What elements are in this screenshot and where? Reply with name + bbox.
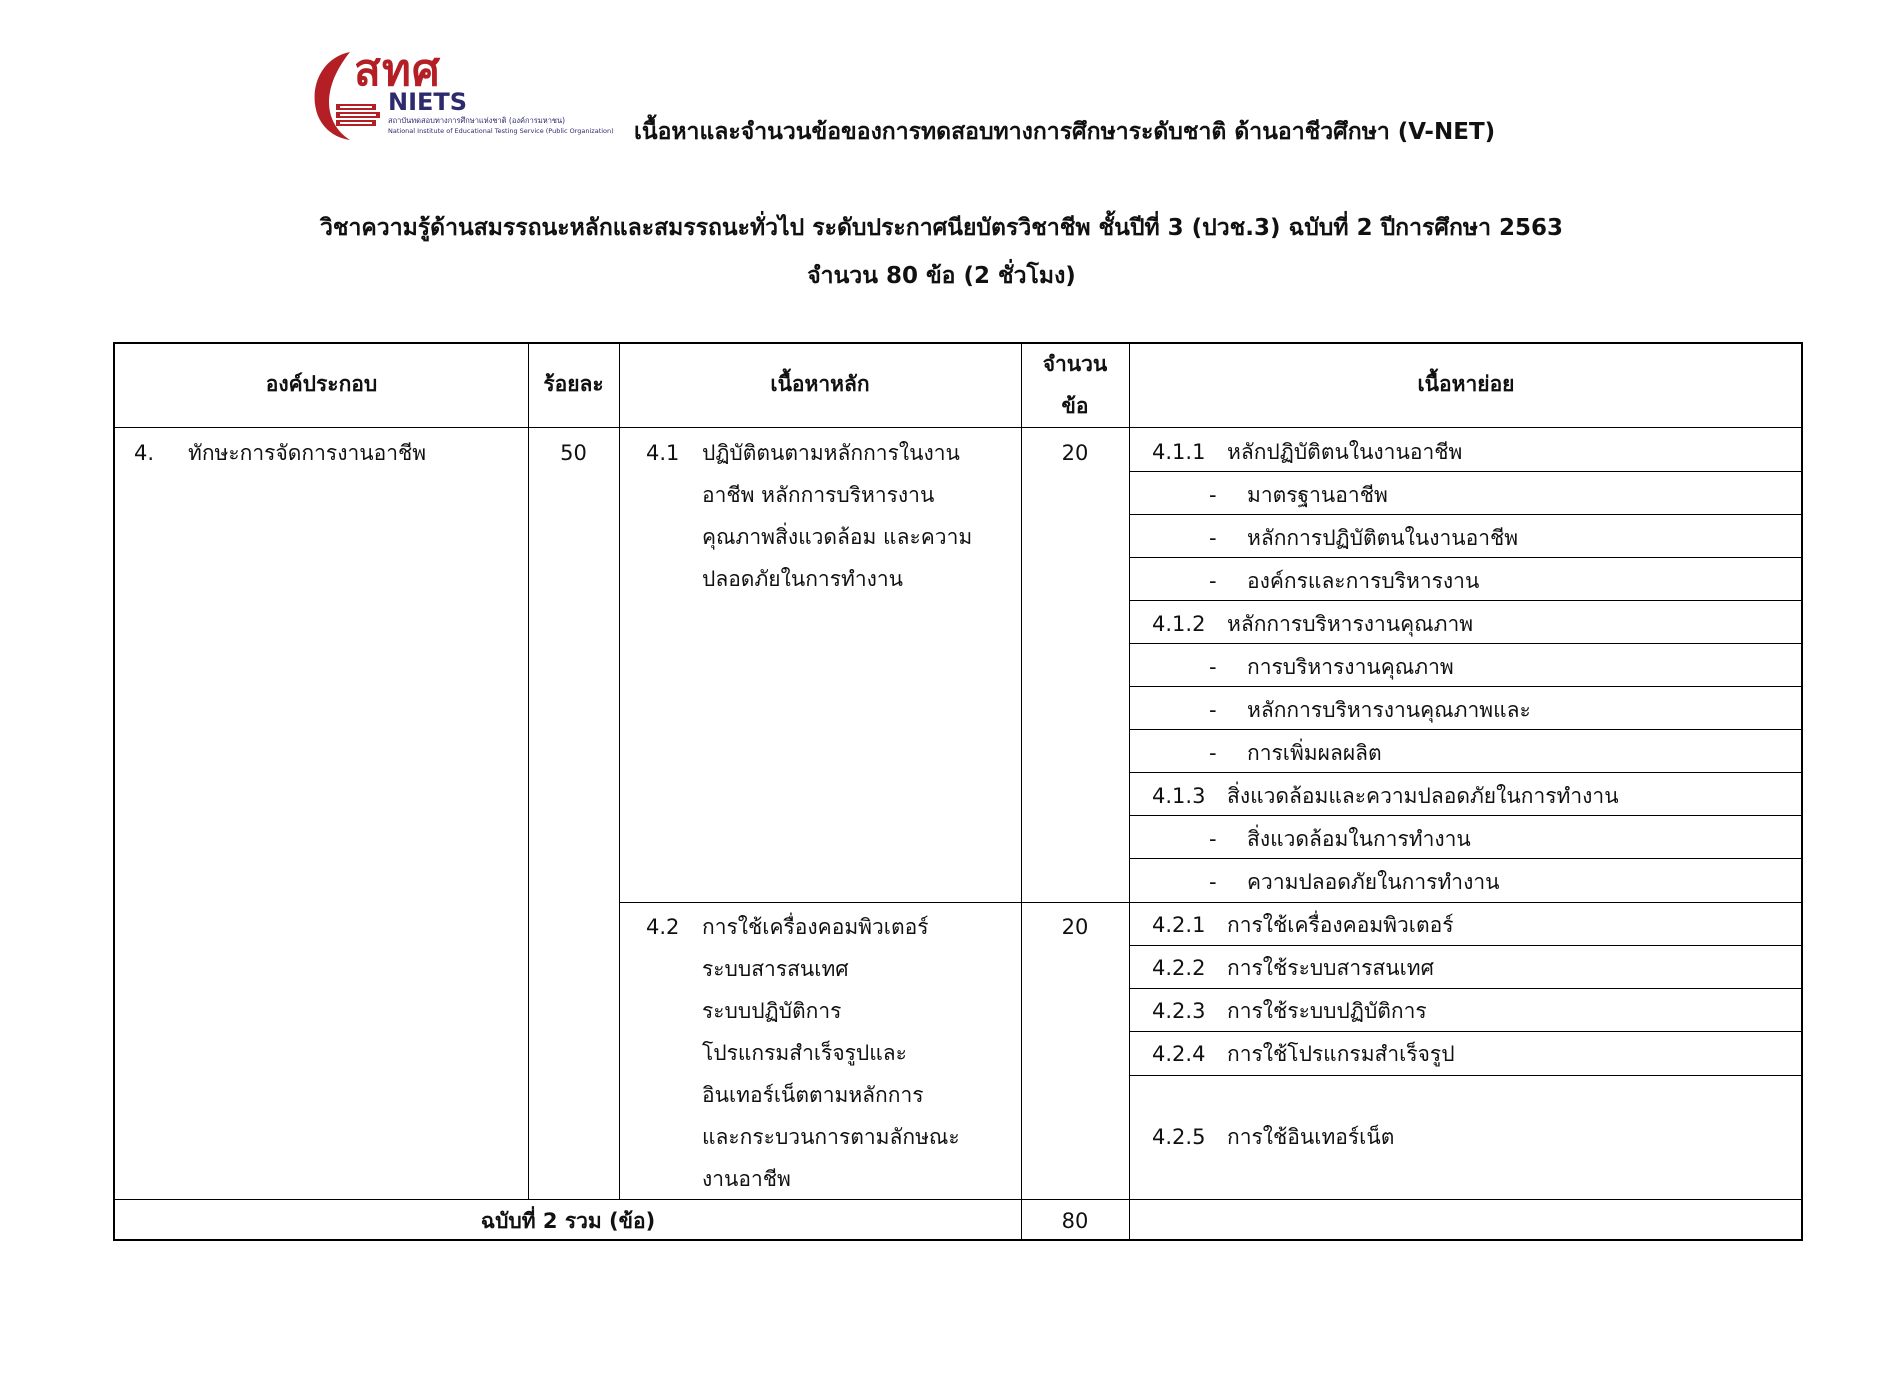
total-label: ฉบับที่ 2 รวม (ข้อ) bbox=[480, 1209, 656, 1233]
niets-logo bbox=[306, 46, 616, 144]
sub-label: มาตรฐานอาชีพ bbox=[1247, 483, 1388, 507]
col-divider bbox=[1129, 342, 1130, 1241]
group-line: และกระบวนการตามลักษณะ bbox=[702, 1125, 960, 1149]
header-count: จำนวน bbox=[1042, 352, 1108, 376]
group-line: คุณภาพสิ่งแวดล้อม และความ bbox=[702, 525, 973, 549]
sub-dash: - bbox=[1209, 827, 1217, 851]
group-line: ระบบปฏิบัติการ bbox=[702, 999, 842, 1023]
row-divider bbox=[1129, 772, 1803, 773]
sub-number: 4.2.5 bbox=[1152, 1125, 1206, 1149]
col-divider bbox=[1021, 342, 1022, 1241]
sub-number: 4.1.2 bbox=[1152, 612, 1206, 636]
group-number: 4.2 bbox=[646, 915, 680, 939]
logo-thai-subtitle: สถาบันทดสอบทางการศึกษาแห่งชาติ (องค์การมหาชน) bbox=[388, 116, 566, 125]
component-number: 4. bbox=[134, 441, 155, 465]
group-line: อินเทอร์เน็ตตามหลักการ bbox=[702, 1083, 924, 1107]
header-sub-content: เนื้อหาย่อย bbox=[1417, 372, 1515, 396]
sub-number: 4.2.4 bbox=[1152, 1042, 1206, 1066]
group-line: งานอาชีพ bbox=[702, 1167, 791, 1191]
header-count-unit: ข้อ bbox=[1061, 394, 1089, 418]
sub-label: การใช้อินเทอร์เน็ต bbox=[1227, 1125, 1395, 1149]
sub-label: การใช้ระบบปฏิบัติการ bbox=[1227, 999, 1427, 1023]
sub-number: 4.2.3 bbox=[1152, 999, 1206, 1023]
sub-dash: - bbox=[1209, 870, 1217, 894]
sub-number: 4.1.3 bbox=[1152, 784, 1206, 808]
row-divider bbox=[1129, 514, 1803, 515]
row-divider bbox=[1129, 1075, 1803, 1076]
col-divider bbox=[619, 342, 620, 1199]
sub-label: ความปลอดภัยในการทำงาน bbox=[1247, 870, 1500, 894]
logo-english-text: NIETS bbox=[388, 88, 468, 116]
sub-label: การใช้เครื่องคอมพิวเตอร์ bbox=[1227, 913, 1454, 937]
group-line: ปฏิบัติตนตามหลักการในงาน bbox=[702, 441, 960, 465]
sub-dash: - bbox=[1209, 526, 1217, 550]
sub-label: การใช้ระบบสารสนเทศ bbox=[1227, 956, 1434, 980]
group-count: 20 bbox=[1061, 441, 1089, 465]
group-line: ปลอดภัยในการทำงาน bbox=[702, 567, 904, 591]
sub-dash: - bbox=[1209, 741, 1217, 765]
group-line: การใช้เครื่องคอมพิวเตอร์ bbox=[702, 915, 929, 939]
sub-label: องค์กรและการบริหารงาน bbox=[1247, 569, 1480, 593]
group-line: ระบบสารสนเทศ bbox=[702, 957, 849, 981]
sub-dash: - bbox=[1209, 569, 1217, 593]
document-title: เนื้อหาและจำนวนข้อของการทดสอบทางการศึกษาระดับชาติ ด้านอาชีวศึกษา (V-NET) bbox=[634, 119, 1496, 145]
logo-thai-text: สทศ bbox=[354, 45, 441, 96]
sub-label: การบริหารงานคุณภาพ bbox=[1247, 655, 1454, 679]
sub-label: หลักการบริหารงานคุณภาพและ bbox=[1247, 698, 1531, 722]
component-percent: 50 bbox=[560, 441, 587, 465]
group-line: อาชีพ หลักการบริหารงาน bbox=[702, 483, 935, 507]
header-component: องค์ประกอบ bbox=[265, 372, 378, 396]
sub-label: หลักการบริหารงานคุณภาพ bbox=[1227, 612, 1474, 636]
sub-label: สิ่งแวดล้อมในการทำงาน bbox=[1247, 827, 1471, 851]
sub-label: สิ่งแวดล้อมและความปลอดภัยในการทำงาน bbox=[1227, 784, 1619, 808]
header-percent: ร้อยละ bbox=[543, 372, 604, 396]
sub-number: 4.2.1 bbox=[1152, 913, 1206, 937]
group-count: 20 bbox=[1061, 915, 1089, 939]
count-line: จำนวน 80 ข้อ (2 ชั่วโมง) bbox=[807, 263, 1076, 289]
sub-label: หลักปฏิบัติตนในงานอาชีพ bbox=[1227, 440, 1463, 464]
group-number: 4.1 bbox=[646, 441, 680, 465]
total-value: 80 bbox=[1061, 1209, 1089, 1233]
component-label: ทักษะการจัดการงานอาชีพ bbox=[188, 441, 427, 465]
sub-label: การใช้โปรแกรมสำเร็จรูป bbox=[1227, 1042, 1455, 1066]
header-main-content: เนื้อหาหลัก bbox=[770, 372, 870, 396]
sub-label: การเพิ่มผลผลิต bbox=[1247, 741, 1382, 765]
logo-english-subtitle: National Institute of Educational Testing Service (Public Organization) bbox=[388, 127, 614, 135]
sub-dash: - bbox=[1209, 483, 1217, 507]
header-divider bbox=[113, 427, 1803, 428]
sub-dash: - bbox=[1209, 655, 1217, 679]
sub-number: 4.2.2 bbox=[1152, 956, 1206, 980]
row-divider bbox=[1129, 686, 1803, 687]
sub-label: หลักการปฏิบัติตนในงานอาชีพ bbox=[1247, 526, 1519, 550]
sub-number: 4.1.1 bbox=[1152, 440, 1206, 464]
sub-dash: - bbox=[1209, 698, 1217, 722]
group-line: โปรแกรมสำเร็จรูปและ bbox=[702, 1041, 907, 1065]
subject-line: วิชาความรู้ด้านสมรรถนะหลักและสมรรถนะทั่วไป ระดับประกาศนียบัตรวิชาชีพ ชั้นปีที่ 3 (ปวช.3) ฉบับที่ 2 ปีการศึกษา 2563 bbox=[319, 215, 1564, 241]
